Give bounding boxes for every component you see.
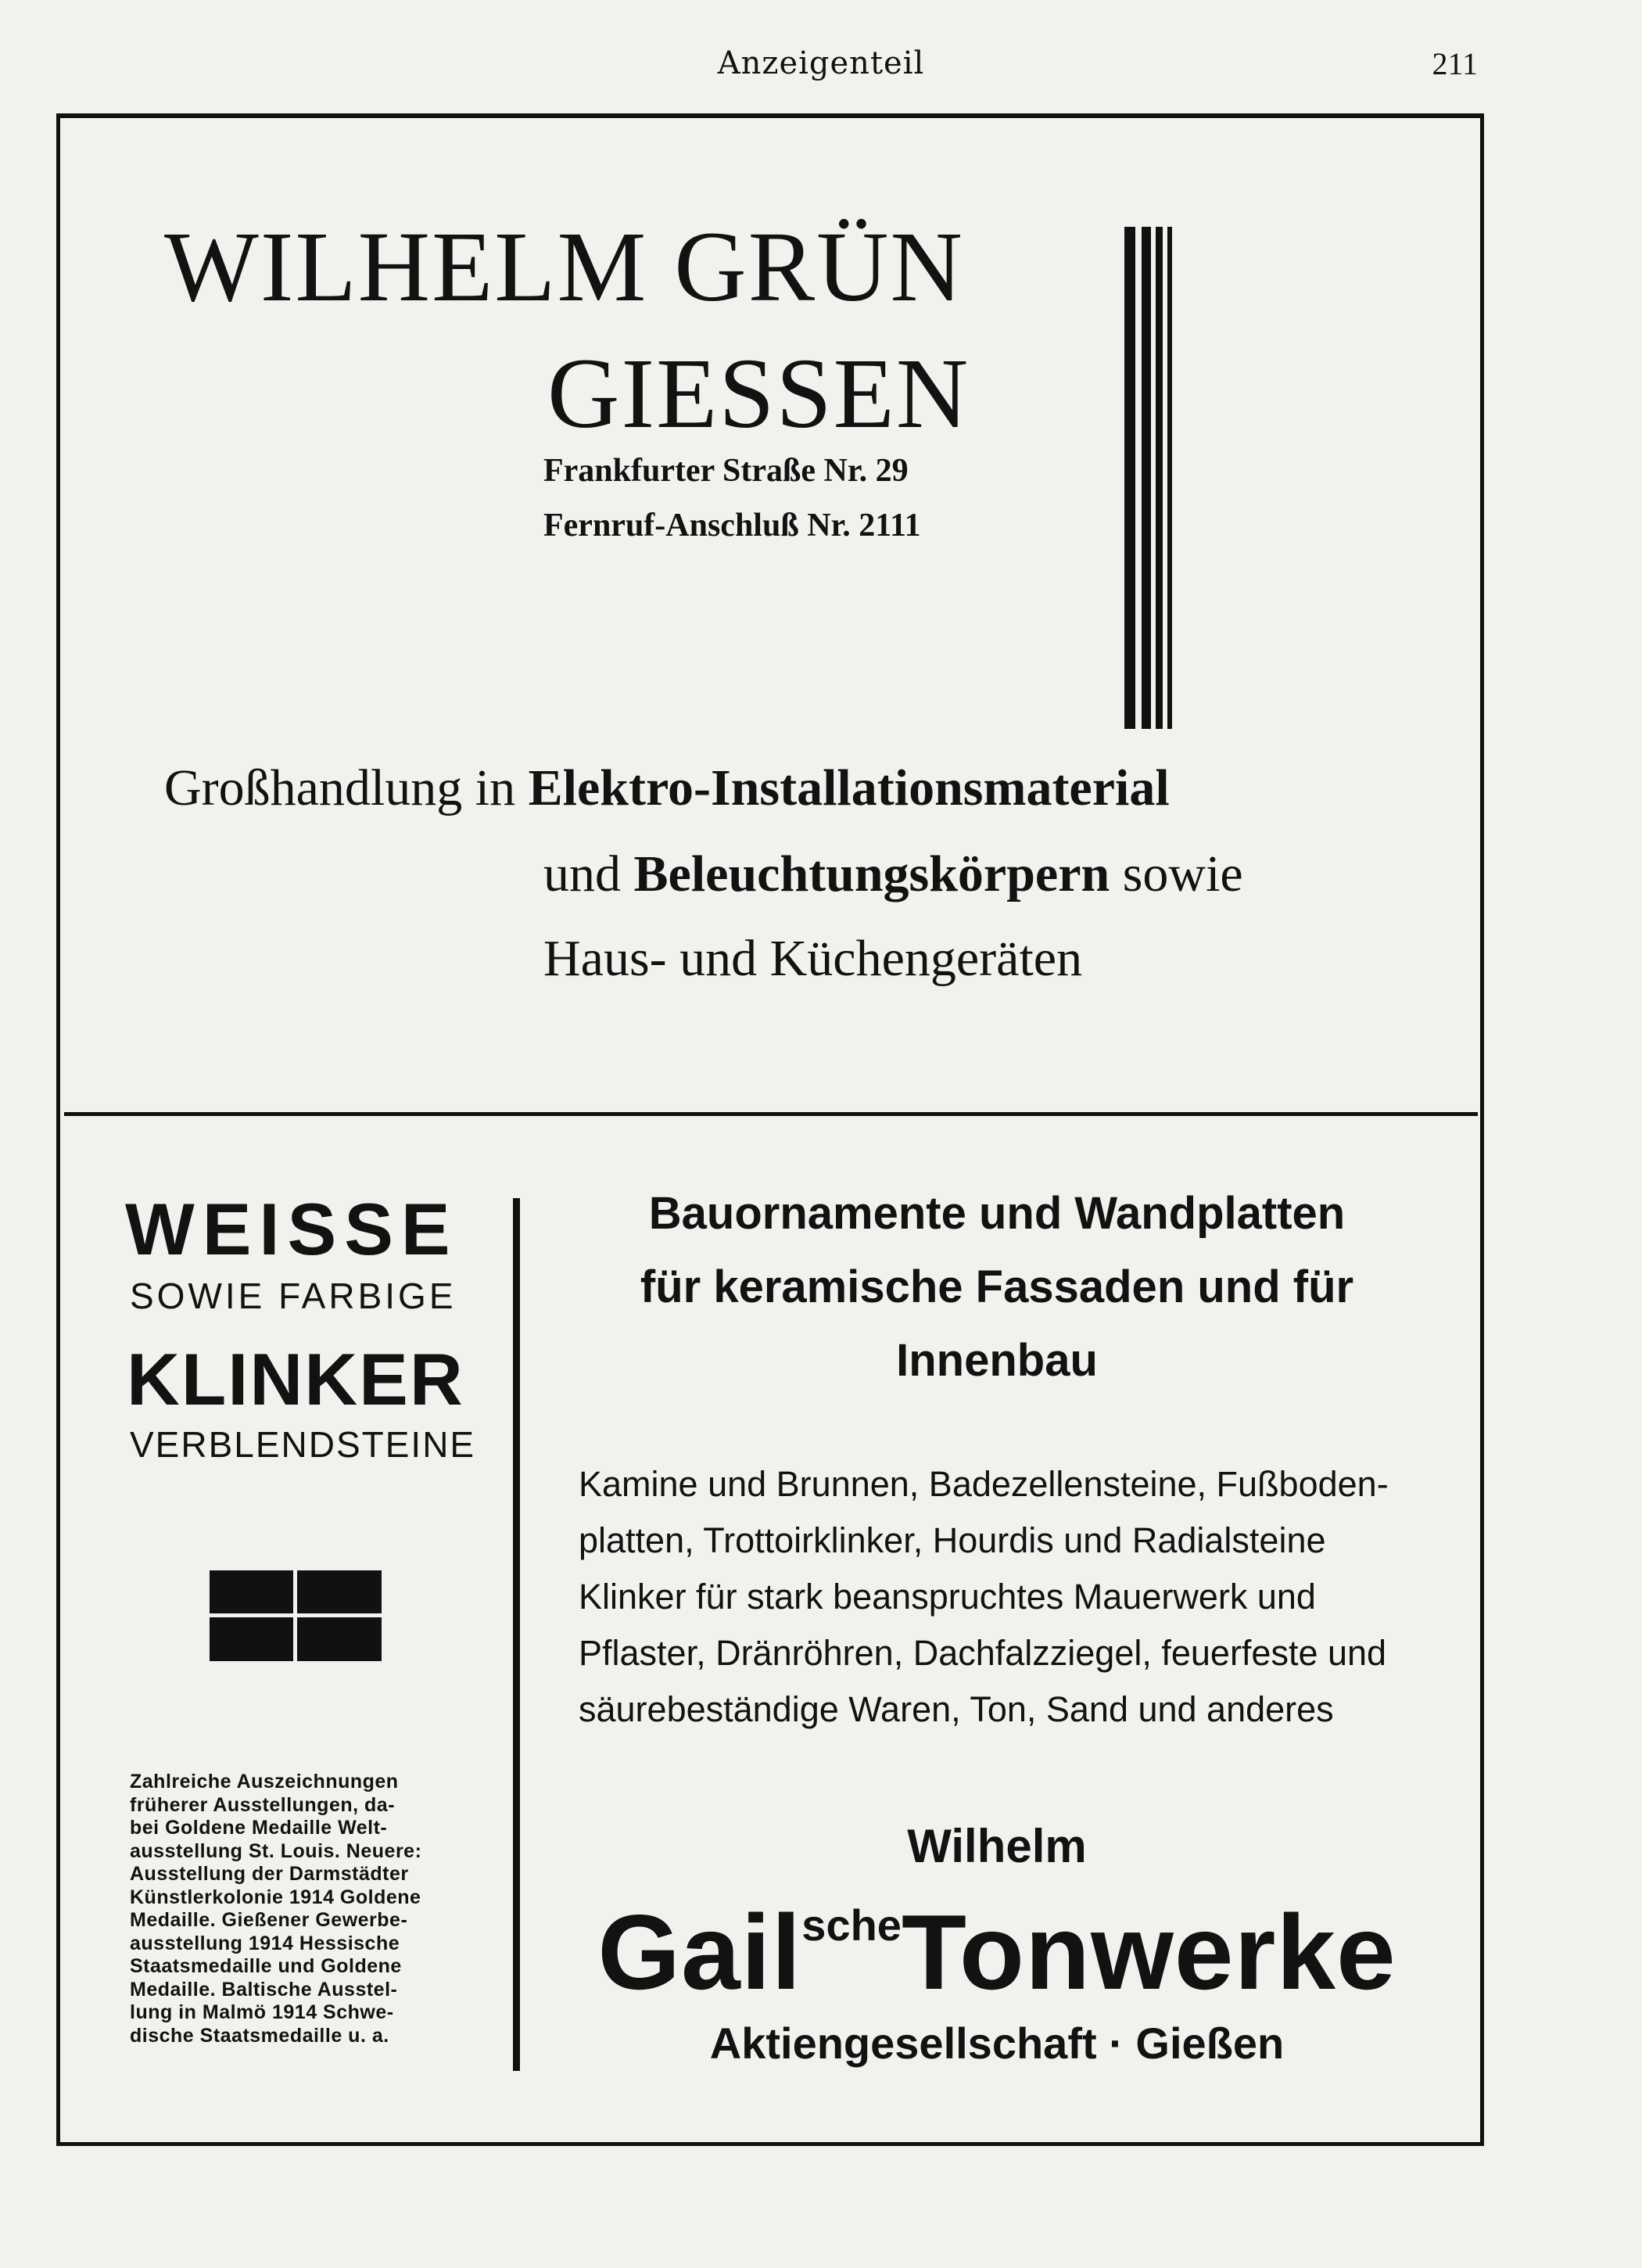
awards-line: Zahlreiche Auszeichnungen [130,1771,399,1793]
awards-line: ausstellung 1914 Hessische [130,1932,400,1954]
ad-gruen-city: GIESSEN [547,338,970,449]
awards-line: Ausstellung der Darmstädter [130,1863,409,1885]
running-head: Anzeigenteil [717,45,925,81]
ad-gruen-text-line-2: und Beleuchtungskörpern sowie [543,845,1243,903]
awards-line: früherer Ausstellungen, da- [130,1793,396,1816]
awards-line: Künstlerkolonie 1914 Goldene [130,1886,421,1908]
ad-gail-heading-line-3: Innenbau [896,1335,1098,1386]
advertisement-divider [64,1112,1478,1116]
awards-line: lung in Malmö 1914 Schwe- [130,2001,394,2023]
ad-gail-company-name [547,1891,1447,2013]
ad-gail-awards [130,1771,474,2047]
awards-line: dische Staatsmedaille u. a. [130,2024,389,2047]
ad-gruen-address: Frankfurter Straße Nr. 29 [543,453,909,489]
company-name-superscript: sche [801,1900,902,1950]
awards-line: Medaille. Baltische Ausstel- [130,1978,398,2001]
company-name-part: Gail [597,1893,802,2011]
ad-gail-weisse: WEISSE [125,1188,458,1270]
ad-gail-klinker: KLINKER [127,1338,464,1420]
awards-line: Medaille. Gießener Gewerbe- [130,1909,408,1931]
company-name-part: Tonwerke [901,1893,1396,2011]
ad-gail-heading-line-2: für keramische Fassaden und für [640,1261,1354,1312]
ad-gail-company-first-name: Wilhelm [907,1820,1087,1872]
ad-gruen-text-line-3: Haus- und Küchengeräten [543,930,1083,987]
ad-gail-description-line: Kamine und Brunnen, Badezellensteine, Fußboden- [579,1464,1389,1504]
ad-gruen-text-line-1: Großhandlung in Elektro-Installationsmaterial [164,759,1170,816]
ad-gail-verblendsteine: VERBLENDSTEINE [130,1424,476,1465]
decorative-stripes [1124,227,1174,729]
ad-gail-description-line: platten, Trottoirklinker, Hourdis und Radialsteine [579,1520,1326,1560]
awards-line: bei Goldene Medaille Welt- [130,1817,388,1839]
ad-gail-heading-line-1: Bauornamente und Wandplatten [648,1188,1346,1239]
column-rule [513,1198,520,2071]
awards-line: ausstellung St. Louis. Neuere: [130,1839,422,1862]
ad-gail-sowie-farbige: SOWIE FARBIGE [130,1276,457,1316]
ad-gruen-phone: Fernruf-Anschluß Nr. 2111 [543,508,921,544]
awards-line: Staatsmedaille und Goldene [130,1955,402,1977]
page-header [0,45,1642,100]
brick-logo [210,1570,382,1661]
ad-gail-description-line: Klinker für stark beanspruchtes Mauerwerk und [579,1577,1316,1617]
ad-gail-company-form: Aktiengesellschaft · Gießen [709,2019,1285,2068]
ad-gruen-name: WILHELM GRÜN [164,211,964,322]
ad-gail-description-line: Pflaster, Dränröhren, Dachfalzziegel, feuerfeste und [579,1633,1387,1673]
page-number: 211 [1432,46,1478,81]
ad-gail-description-line: säurebeständige Waren, Ton, Sand und anderes [579,1689,1334,1729]
